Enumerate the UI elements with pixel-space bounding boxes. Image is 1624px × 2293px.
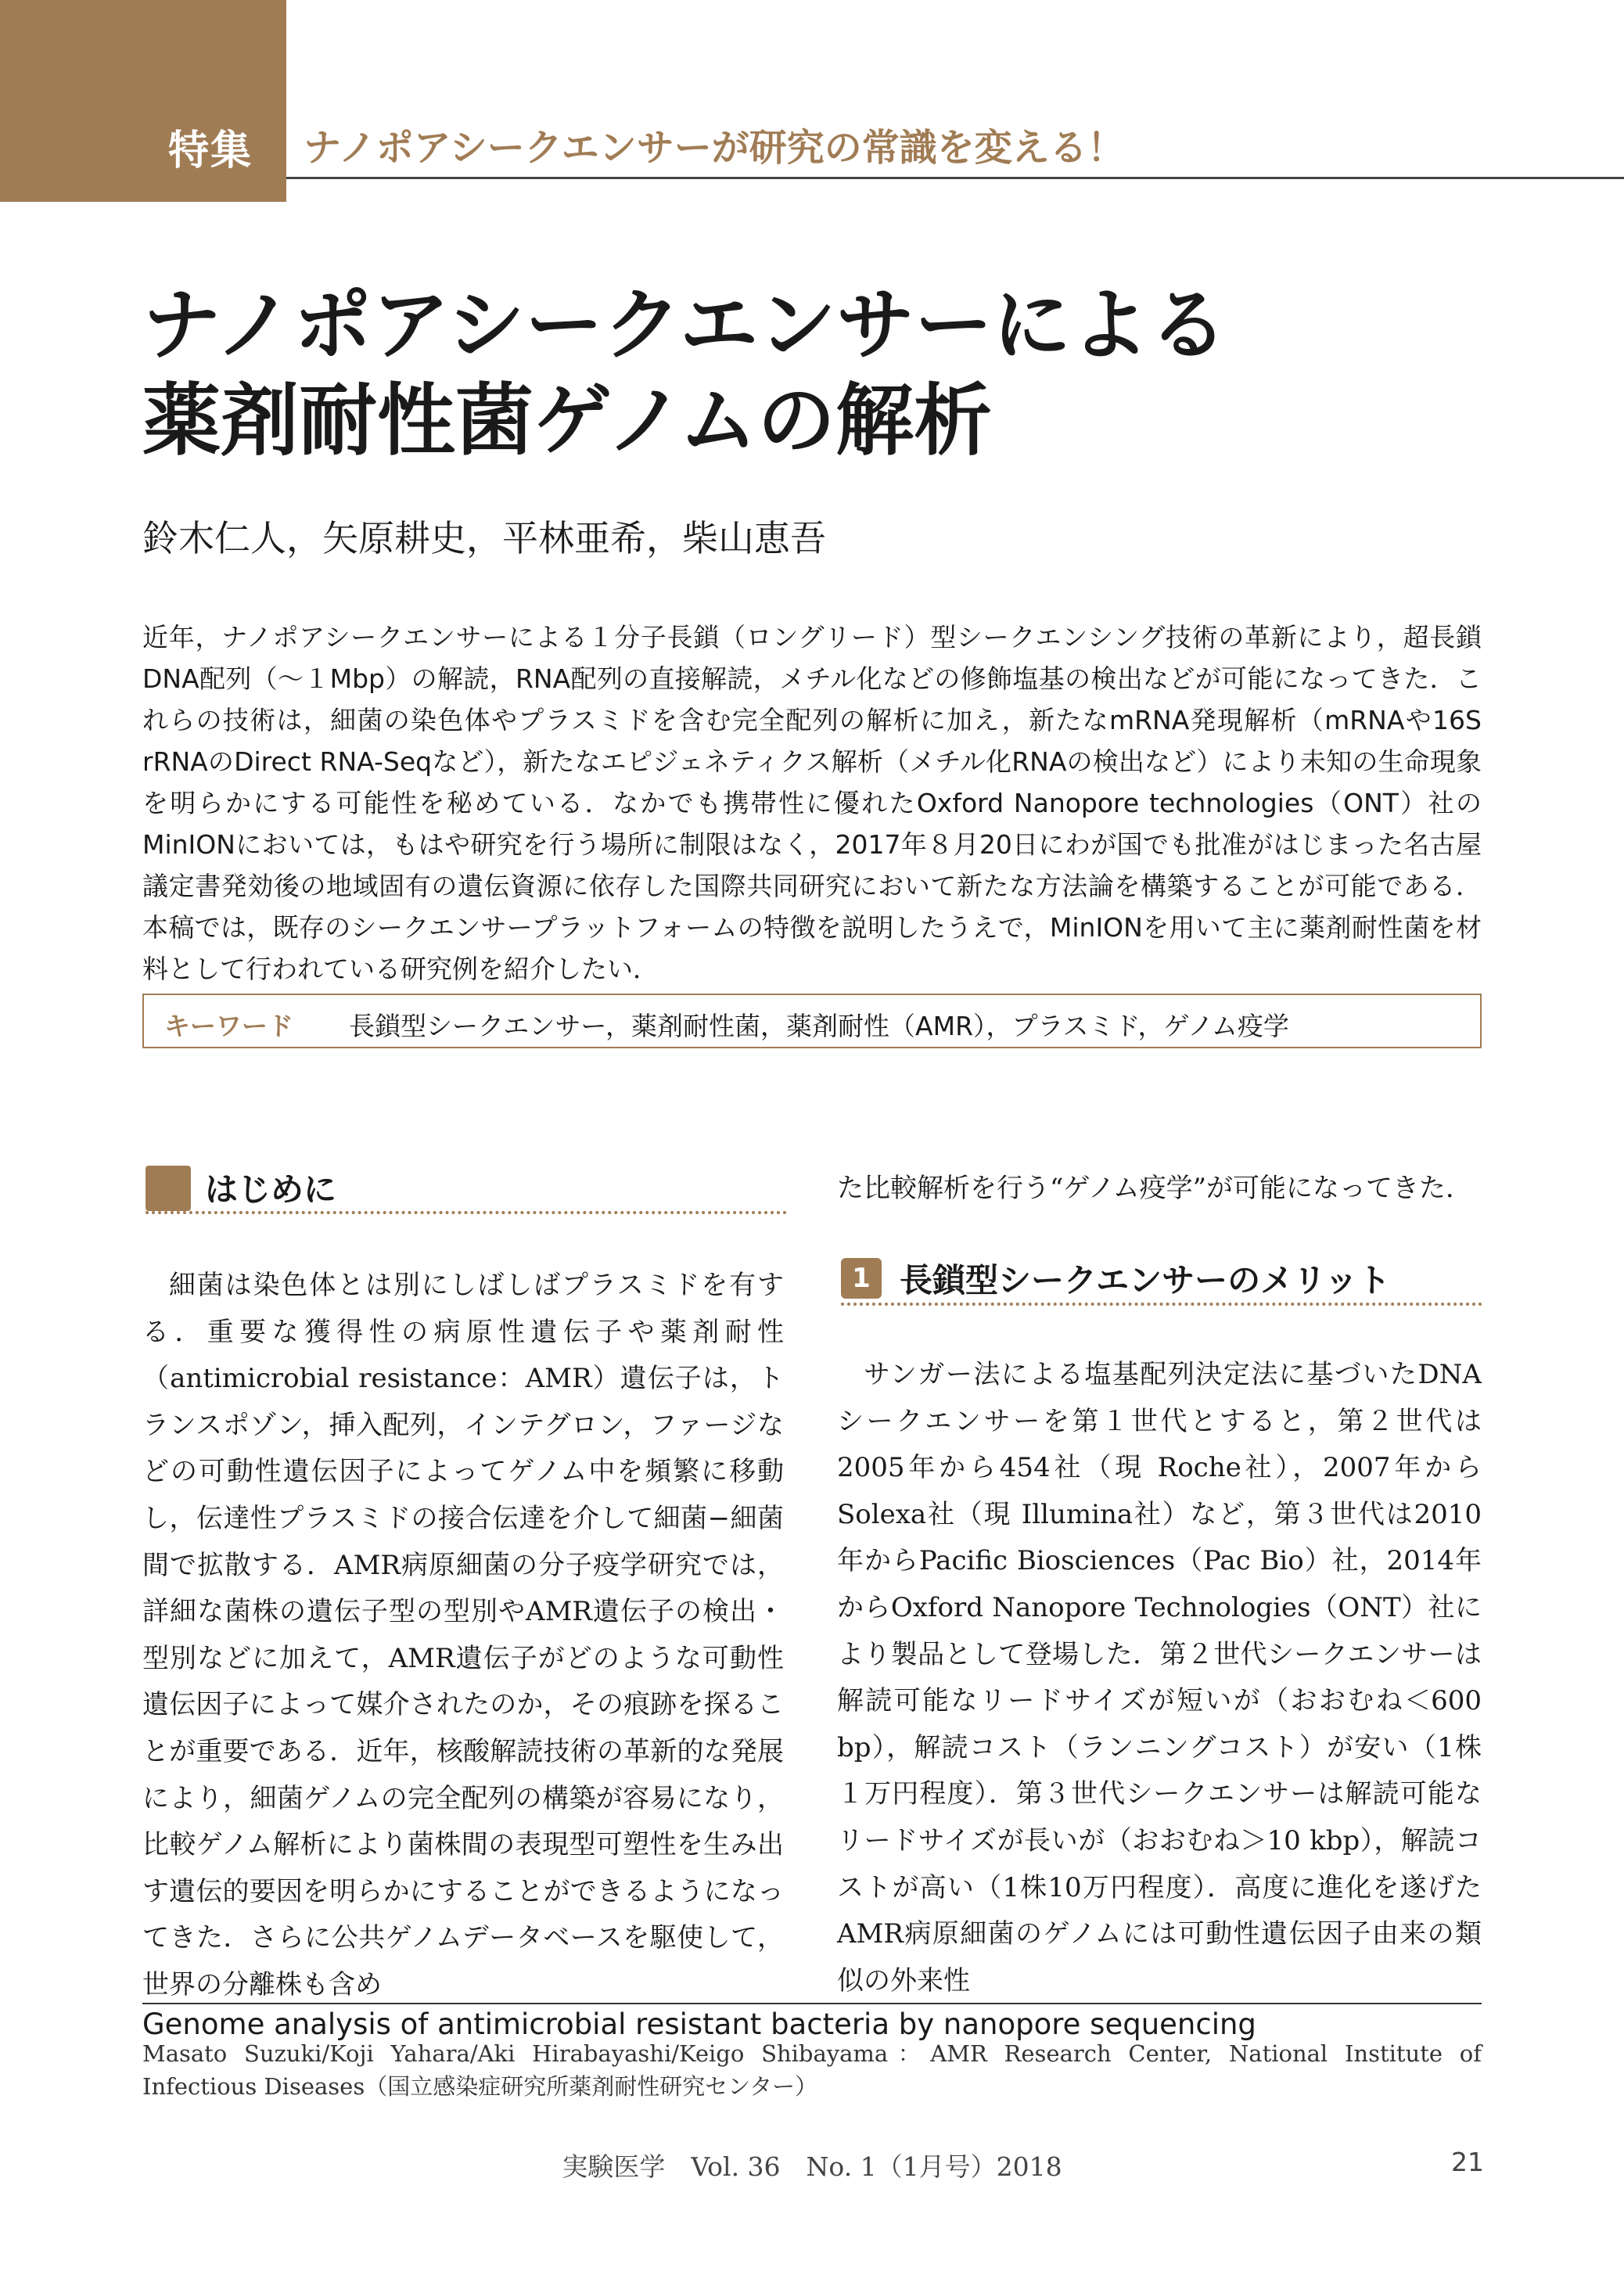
article-authors: 鈴木仁人，矢原耕史，平林亜希，柴山恵吾	[142, 517, 826, 559]
intro-section-divider	[146, 1211, 787, 1214]
keywords-text: 長鎖型シークエンサー，薬剤耐性菌，薬剤耐性（AMR），プラスミド，ゲノム疫学	[349, 1011, 1289, 1041]
article-title	[142, 278, 1472, 469]
intro-section-marker	[146, 1166, 191, 1211]
keywords-box	[142, 994, 1482, 1048]
feature-tab	[0, 0, 286, 202]
intro-section-title: はじめに	[205, 1170, 337, 1209]
header-divider	[286, 177, 1624, 179]
feature-tab-label: 特集	[168, 128, 253, 174]
page-number: 21	[1451, 2147, 1484, 2177]
series-title: ナノポアシークエンサーが研究の常識を変える！	[304, 126, 1125, 170]
english-title: Genome analysis of antimicrobial resistant bacteria by nanopore sequencing	[142, 2007, 1256, 2041]
intro-continued: た比較解析を行う“ゲノム疫学”が可能になってきた．	[837, 1173, 1473, 1204]
section-1-divider	[841, 1303, 1482, 1306]
english-authors: Masato Suzuki/Koji Yahara/Aki Hirabayashi/Keigo Shibayama：AMR Research Center, National Institute of Infectious Diseases（国立感染症研究所薬剤耐性研究センター）	[142, 2040, 1482, 2100]
article-title-line1: ナノポアシークエンサーによる	[142, 279, 1227, 371]
footnote-divider	[142, 2003, 1482, 2004]
abstract: 近年，ナノポアシークエンサーによる１分子長鎖（ロングリード）型シークエンシング技術の革新により，超長鎖DNA配列（〜１Mbp）の解読，RNA配列の直接解読，メチル化などの修飾塩基の検出などが可能になってきた．これらの技術は，細菌の染色体やプラスミドを含む完全配列の解析に加え，新たなmRNA発現解析（mRNAや16S rRNAのDirect RNA-Seqなど），新たなエピジェネティクス解析（メチル化RNAの検出など）により未知の生命現象を明らかにする可能性を秘めている．なかでも携帯性に優れたOxford Nanopore technologies（ONT）社のMinIONにおいては，もはや研究を行う場所に制限はなく，2017年８月20日にわが国でも批准がはじまった名古屋議定書発効後の地域固有の遺伝資源に依存した国際共同研究において新たな方法論を構築することが可能である．本稿では，既存のシークエンサープラットフォームの特徴を説明したうえで，MinIONを用いて主に薬剤耐性菌を材料として行われている研究例を紹介したい．	[142, 622, 1482, 984]
journal-citation: 実験医学 Vol. 36 No. 1（1月号）2018	[562, 2151, 1062, 2182]
section-number-badge: 1	[841, 1258, 882, 1299]
section-1-title: 長鎖型シークエンサーのメリット	[900, 1261, 1391, 1299]
article-title-line2: 薬剤耐性菌ゲノムの解析	[142, 375, 992, 466]
intro-paragraph: 細菌は染色体とは別にしばしばプラスミドを有する．重要な獲得性の病原性遺伝子や薬剤耐性（antimicrobial resistance：AMR）遺伝子は，トランスポゾン，挿入配列，インテグロン，ファージなどの可動性遺伝因子によってゲノム中を頻繁に移動し，伝達性プラスミドの接合伝達を介して細菌−細菌間で拡散する．AMR病原細菌の分子疫学研究では，詳細な菌株の遺伝子型の型別やAMR遺伝子の検出・型別などに加えて，AMR遺伝子がどのような可動性遺伝因子によって媒介されたのか，その痕跡を探ることが重要である．近年，核酸解読技術の革新的な発展により，細菌ゲノムの完全配列の構築が容易になり，比較ゲノム解析により菌株間の表現型可塑性を生み出す遺伝的要因を明らかにすることができるようになってきた．さらに公共ゲノムデータベースを駆使して，世界の分離株も含め	[142, 1270, 784, 2000]
section-1-body	[837, 1352, 1482, 2004]
section-1-paragraph: サンガー法による塩基配列決定法に基づいたDNAシークエンサーを第１世代とすると，第２世代は2005年から454社（現 Roche社），2007年からSolexa社（現 Illumina社）など，第３世代は2010年からPacific Biosciences（Pac Bio）社，2014年からOxford Nanopore Technologies（ONT）社により製品として登場した．第２世代シークエンサーは解読可能なリードサイズが短いが（おおむね＜600 bp），解読コスト（ランニングコスト）が安い（1株１万円程度）．第３世代シークエンサーは解読可能なリードサイズが長いが（おおむね＞10 kbp），解読コストが高い（1株10万円程度）．高度に進化を遂げたAMR病原細菌のゲノムには可動性遺伝因子由来の類似の外来性	[837, 1359, 1482, 1996]
intro-body	[142, 1263, 784, 2009]
keywords-label: キーワード	[164, 1011, 293, 1041]
